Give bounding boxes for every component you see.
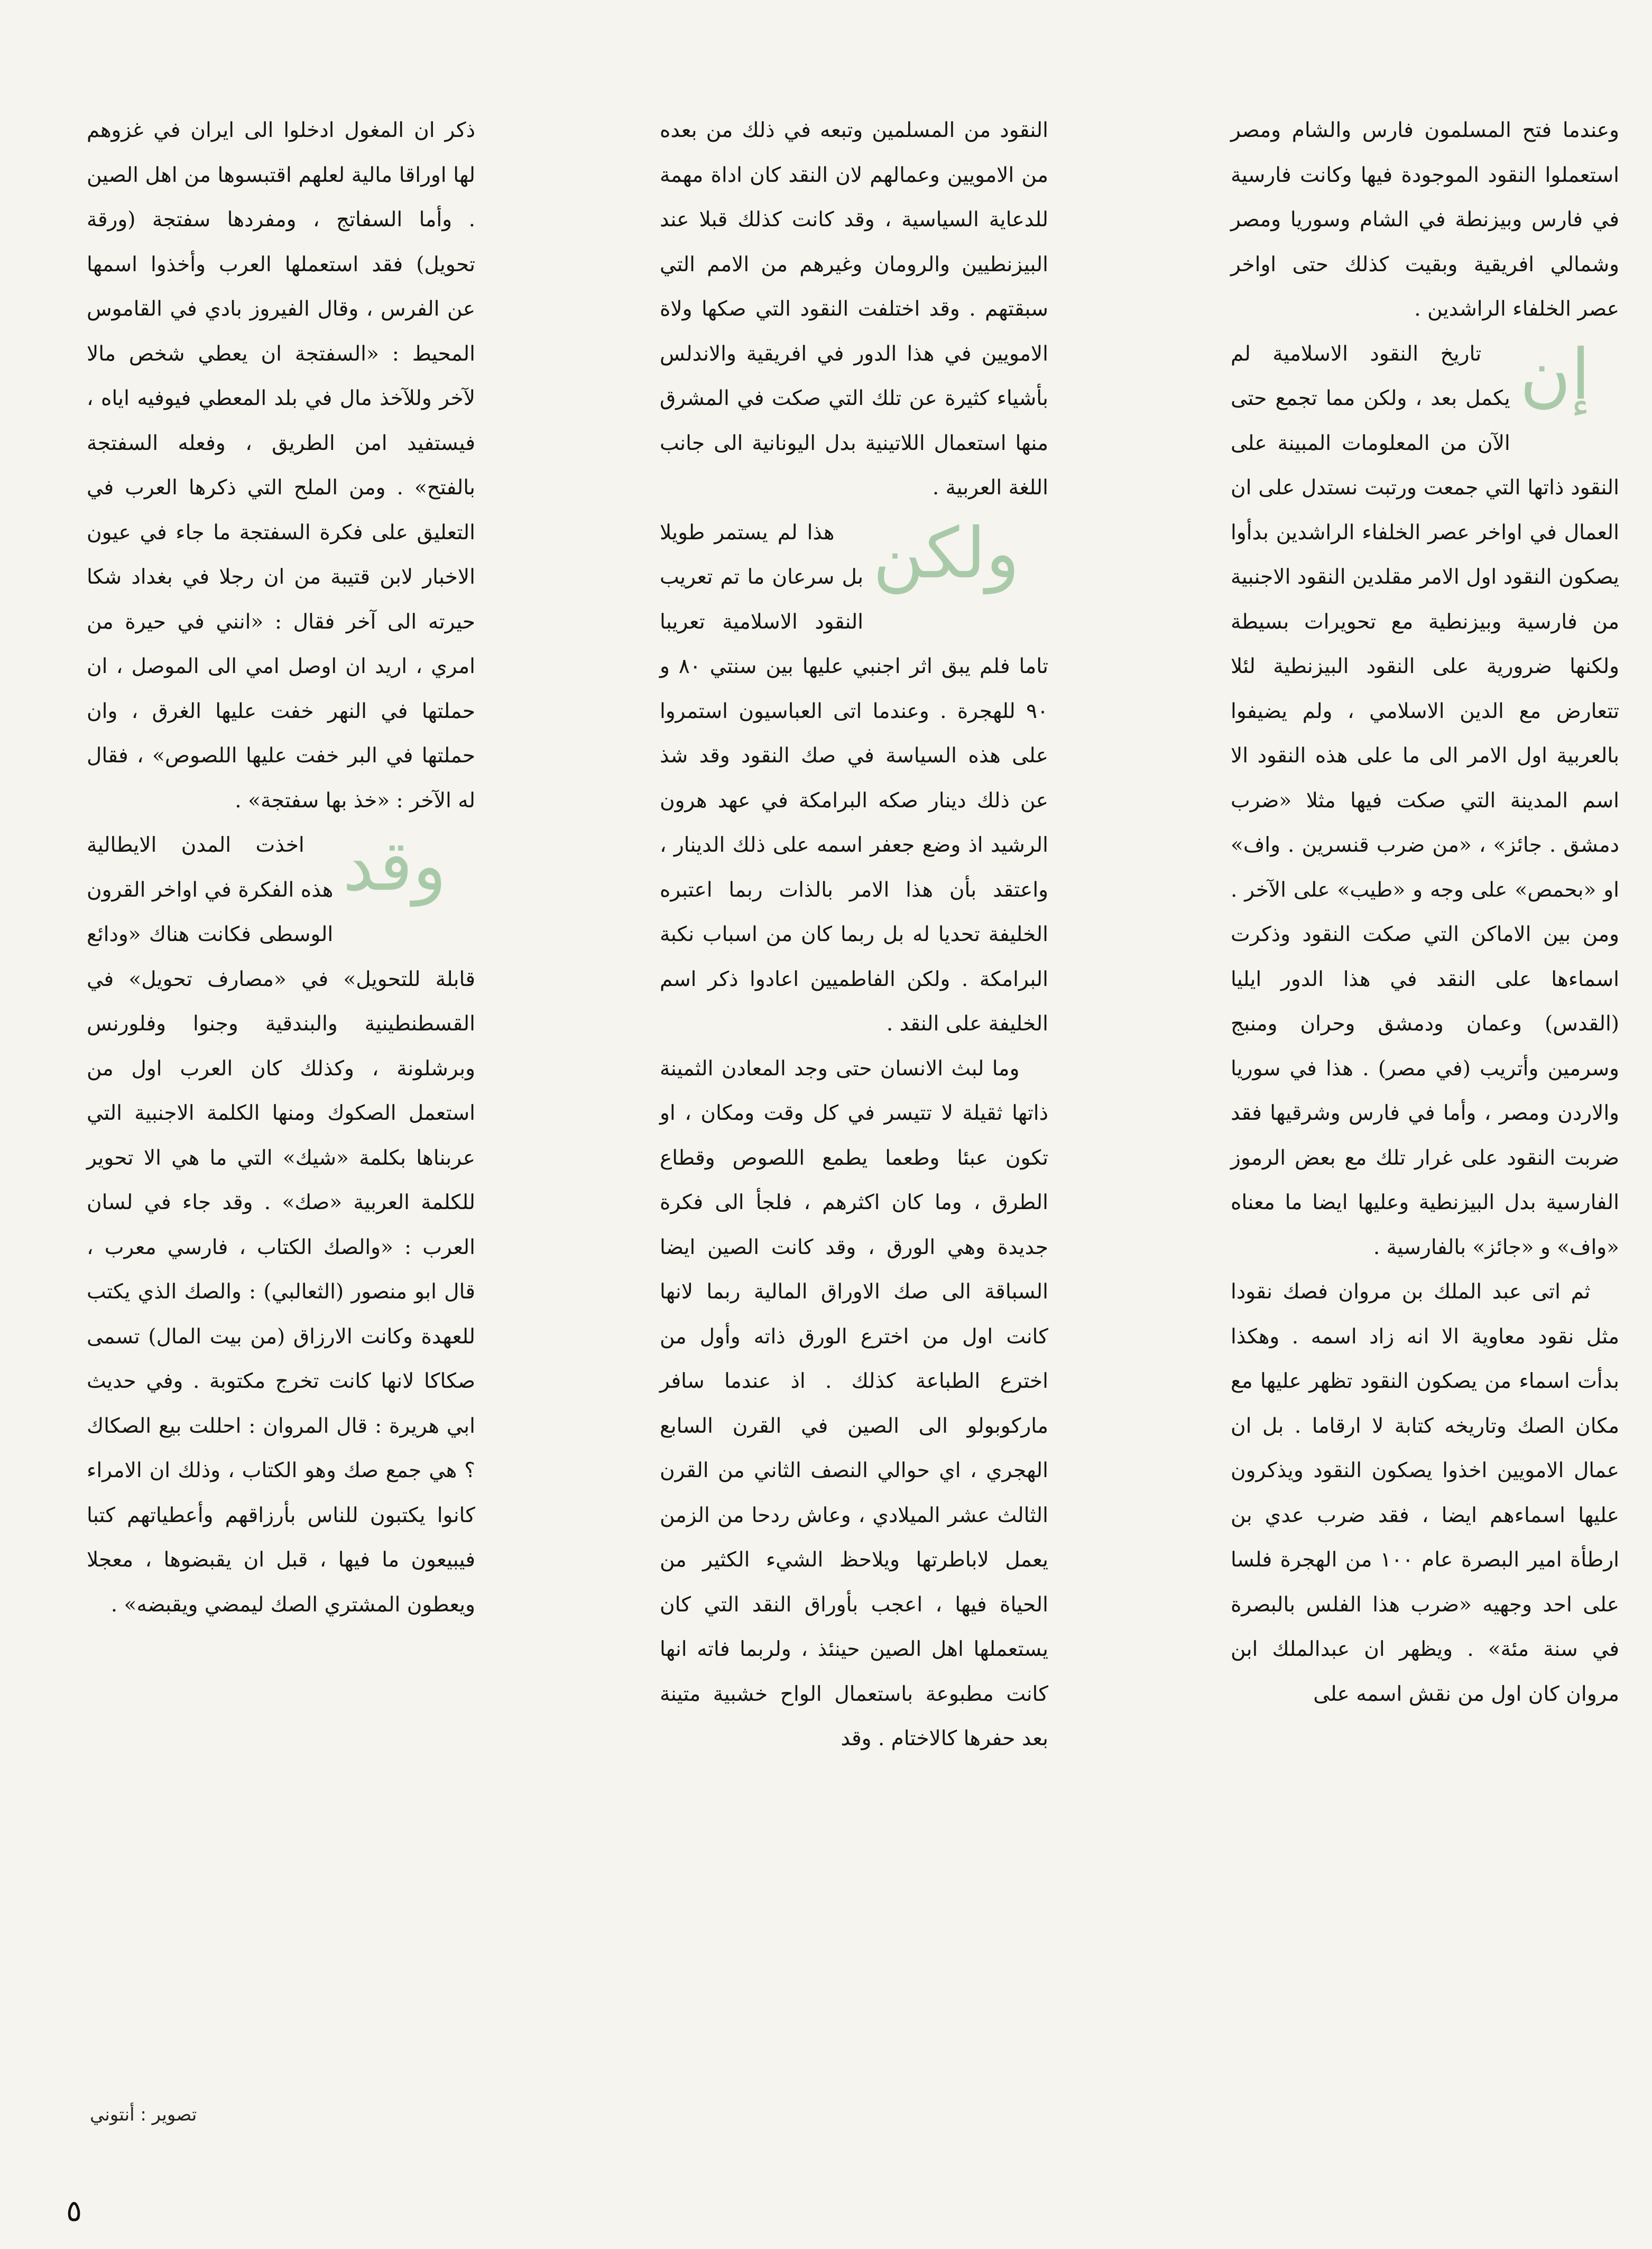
paragraph: النقود من المسلمين وتبعه في ذلك من بعده من الامويين وعمالهم لان النقد كان اداة مهمة للدعاية السياسية ، وقد كانت كذلك قبلا عند البيزنطيين والرومان وغيرهم من الامم التي سبقتهم . وقد اختلفت النقود التي صكها ولاة الامويين في هذا الدور في افريقية والاندلس بأشياء كثيرة عن تلك التي صكت في المشرق منها استعمال اللاتينية بدل اليونانية الى جانب اللغة العربية . [660,118,1048,500]
paragraph [87,823,475,1627]
paragraph: وما لبث الانسان حتى وجد المعادن الثمينة ذاتها ثقيلة لا تتيسر في كل وقت ومكان ، او تكون عبئا وطعما يطمع اللصوص وقطاع الطرق ، وما كان اكثرهم ، فلجأ الى فكرة جديدة وهي الورق ، وقد كانت الصين ايضا السباقة الى صك الاوراق المالية ربما لانها كانت اول من اخترع الورق ذاته وأول من اخترع الطباعة كذلك . اذ عندما سافر ماركوبولو الى الصين في القرن السابع الهجري ، اي حوالي النصف الثاني من القرن الثالث عشر الميلادي ، وعاش ردحا من الزمن يعمل لاباطرتها ويلاحظ الشيء الكثير من الحياة فيها ، اعجب بأوراق النقد التي كان يستعملها اهل الصين حينئذ ، ولربما فاته انها كانت مطبوعة باستعمال الواح خشبية متينة بعد حفرها كالاختام . وقد [660,1056,1048,1750]
paragraph [660,511,1048,1047]
article-column-middle [660,108,1048,1762]
article-column-left [87,108,475,1627]
paragraph: وعندما فتح المسلمون فارس والشام ومصر استعملوا النقود الموجودة فيها وكانت فارسية في فارس وبيزنطة في الشام وسوريا ومصر وشمالي افريقية وبقيت كذلك حتى اواخر عصر الخلفاء الراشدين . [1231,118,1619,321]
paragraph [1231,332,1619,1270]
decorative-initial: وقد [343,825,447,907]
photo-credit: تصوير : أنتوني [90,2104,197,2125]
paragraph-text: تاريخ النقود الاسلامية لم يكمل بعد ، ولكن مما تجمع حتى الآن من المعلومات المبينة على النقود ذاتها التي جمعت ورتبت نستدل على ان العمال في اواخر عصر الخلفاء الراشدين بدأوا يصكون النقود اول الامر مقلدين النقود الاجنبية من فارسية وبيزنطية مع تحويرات بسيطة ولكنها ضرورية على النقود البيزنطية لئلا تتعارض مع الدين الاسلامي ، ولم يضيفوا بالعربية اول الامر الى ما على هذه النقود الا اسم المدينة التي صكت فيها مثلا «ضرب دمشق . جائز» ، «من ضرب قنسرين . واف» او «بحمص» على وجه و «طيب» على الآخر . ومن بين الاماكن التي صكت النقود وذكرت اسماءها على النقد في هذا الدور ايليا (القدس) وعمان ودمشق وحران ومنبج وسرمين وأتريب (في مصر) . هذا في سوريا والاردن ومصر ، وأما في فارس وشرقيها فقد ضربت النقود على غرار تلك مع بعض الرموز الفارسية بدل البيزنطية وعليها ايضا ما معناه «واف» و «جائز» بالفارسية . [1231,342,1619,1259]
decorative-initial: إن [1519,334,1591,416]
article-column-right [1231,108,1619,1717]
paragraph: ثم اتى عبد الملك بن مروان فصك نقودا مثل نقود معاوية الا انه زاد اسمه . وهكذا بدأت اسماء من يصكون النقود تظهر عليها مع مكان الصك وتاريخه كتابة لا ارقاما . بل ان عمال الامويين اخذوا يصكون النقود ويذكرون عليها اسماءهم ايضا ، فقد ضرب عدي بن ارطأة امير البصرة عام ١٠٠ من الهجرة فلسا على احد وجهيه «ضرب هذا الفلس بالبصرة في سنة مئة» . ويظهر ان عبدالملك ابن مروان كان اول من نقش اسمه على [1231,1280,1619,1706]
paragraph: ذكر ان المغول ادخلوا الى ايران في غزوهم لها اوراقا مالية لعلهم اقتبسوها من اهل الصين . وأما السفاتج ، ومفردها سفتجة (ورقة تحويل) فقد استعملها العرب وأخذوا اسمها عن الفرس ، وقال الفيروز بادي في القاموس المحيط : «السفتجة ان يعطي شخص مالا لآخر وللآخذ مال في بلد المعطي فيوفيه اياه ، فيستفيد امن الطريق ، وفعله السفتجة بالفتح» . ومن الملح التي ذكرها العرب في التعليق على فكرة السفتجة ما جاء في عيون الاخبار لابن قتيبة من ان رجلا في بغداد شكا حيرته الى آخر فقال : «انني في حيرة من امري ، اريد ان اوصل امي الى الموصل ، ان حملتها في النهر خفت عليها الغرق ، وان حملتها في البر خفت عليها اللصوص» ، فقال له الآخر : «خذ بها سفتجة» . [87,118,475,813]
page-number: ٥ [66,2194,82,2228]
decorative-initial: ولكن [873,512,1020,594]
paragraph-text: اخذت المدن الايطالية هذه الفكرة في اواخر القرون الوسطى فكانت هناك «ودائع قابلة للتحويل» في «مصارف تحويل» في القسطنطينية والبندقية وجنوا وفلورنس وبرشلونة ، وكذلك كان العرب اول من استعمل الصكوك ومنها الكلمة الاجنبية التي عربناها بكلمة «شيك» التي ما هي الا تحوير للكلمة العربية «صك» . وقد جاء في لسان العرب : «والصك الكتاب ، فارسي معرب ، قال ابو منصور (الثعالبي) : والصك الذي يكتب للعهدة وكانت الارزاق (من بيت المال) تسمى صكاكا لانها كانت تخرج مكتوبة . وفي حديث ابي هريرة : قال المروان : احللت بيع الصكاك ؟ هي جمع صك وهو الكتاب ، وذلك ان الامراء كانوا يكتبون للناس بأرزاقهم وأعطياتهم كتبا فيبيعون ما فيها ، قبل ان يقبضوها ، معجلا ويعطون المشتري الصك ليمضي ويقبضه» . [87,833,475,1617]
paragraph-text: هذا لم يستمر طويلا بل سرعان ما تم تعريب النقود الاسلامية تعريبا تاما فلم يبق اثر اجنبي عليها بين سنتي ٨٠ و ٩٠ للهجرة . وعندما اتى العباسيون استمروا على هذه السياسة في صك النقود وقد شذ عن ذلك دينار صكه البرامكة في عهد هرون الرشيد اذ وضع جعفر اسمه على ذلك الدينار ، واعتقد بأن هذا الامر بالذات ربما اعتبره الخليفة تحديا له بل ربما كان من اسباب نكبة البرامكة . ولكن الفاطميين اعادوا ذكر اسم الخليفة على النقد . [660,520,1048,1036]
